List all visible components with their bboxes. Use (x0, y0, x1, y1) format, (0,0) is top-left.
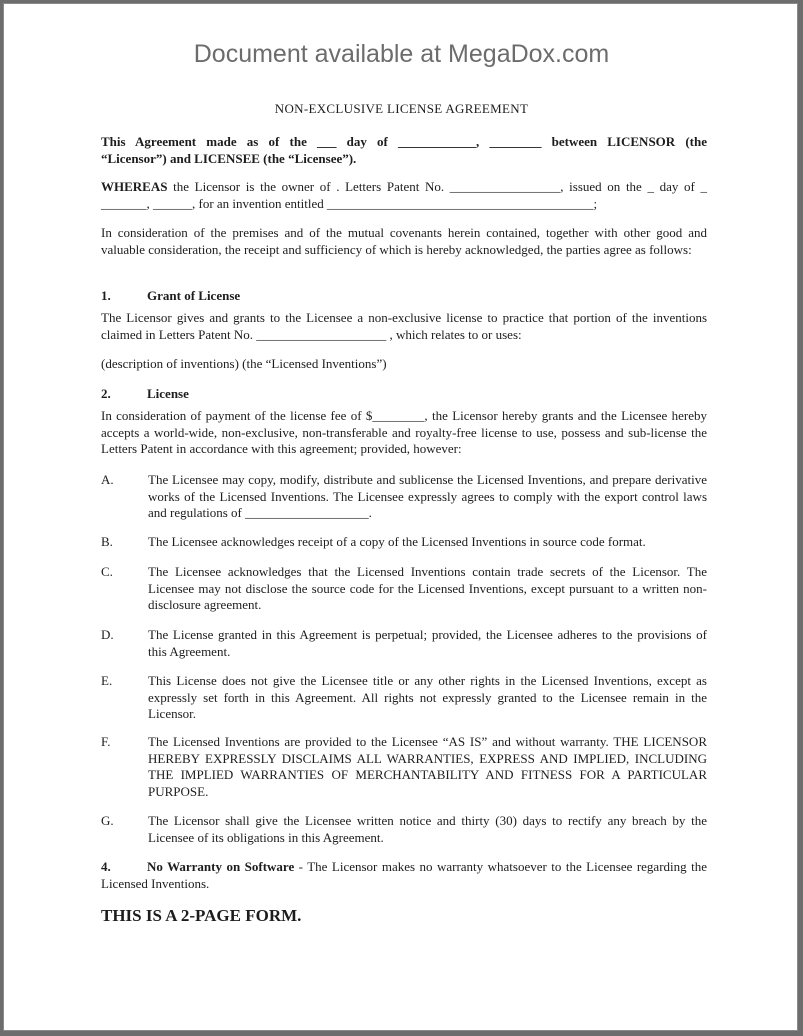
section-1-heading (101, 288, 240, 304)
intro-line-2: “Licensor”) and LICENSEE (the “Licensee”). (101, 150, 357, 166)
section-1-body: The Licensor gives and grants to the Licensee a non-exclusive license to practice that portion of the inventions claimed in Letters Patent No. ____________________ , which relates to or uses: (101, 310, 707, 342)
list-item (101, 627, 707, 660)
list-item (101, 813, 707, 846)
list-item (101, 673, 707, 723)
list-item (101, 734, 707, 800)
list-item-text: This License does not give the Licensee title or any other rights in the Licensed Inventions, except as expressly set forth in this Agreement. All rights not expressly granted to the Licensee remain in the Licensor. (148, 673, 707, 721)
whereas-line-2: _______, ______, for an invention entitled _________________________________________; (101, 195, 598, 211)
list-item-label: B. (101, 534, 113, 549)
section-2-title: License (147, 386, 189, 401)
list-item-text: The Licensee acknowledges that the Licensed Inventions contain trade secrets of the Licensor. The Licensee may not disclose the source code for the Licensed Inventions, except pursuant to a written non-disclosure agreement. (148, 564, 707, 612)
section-1-description: (description of inventions) (the “Licensed Inventions”) (101, 356, 387, 371)
list-item-label: C. (101, 564, 113, 579)
section-2-body: In consideration of payment of the license fee of $________, the Licensor hereby grants and the Licensee hereby accepts a world-wide, non-exclusive, non-transferable and royalty-free license to use, possess and sub-license the Letters Patent in accordance with this agreement; provided, however: (101, 408, 707, 456)
section-2-heading (101, 386, 189, 402)
list-item (101, 564, 707, 614)
whereas-paragraph (101, 179, 707, 212)
whereas-label: WHEREAS (101, 179, 168, 194)
list-item-label: F. (101, 734, 111, 749)
list-item-text: The Licensee acknowledges receipt of a copy of the Licensed Inventions in source code format. (148, 534, 646, 549)
section-4-title: No Warranty on Software (147, 859, 295, 874)
section-1-number: 1. (101, 288, 111, 303)
document-page (3, 3, 798, 1031)
consideration-paragraph: In consideration of the premises and of the mutual covenants herein contained, together with other good and valuable consideration, the receipt and sufficiency of which is hereby acknowledged, the parties agree as follows: (101, 225, 707, 257)
list-item-text: The Licensor shall give the Licensee written notice and thirty (30) days to rectify any breach by the Licensee of its obligations in this Agreement. (148, 813, 707, 845)
list-item (101, 472, 707, 522)
list-item (101, 534, 707, 551)
list-item-text: The License granted in this Agreement is perpetual; provided, the Licensee adheres to the provisions of this Agreement. (148, 627, 707, 659)
section-4-number: 4. (101, 859, 111, 874)
intro-paragraph (101, 134, 707, 167)
section-2-number: 2. (101, 386, 111, 401)
list-item-text: The Licensed Inventions are provided to the Licensee “AS IS” and without warranty. THE LICENSOR HEREBY EXPRESSLY DISCLAIMS ALL WARRANTIES, EXPRESS AND IMPLIED, INCLUDING THE IMPLIED WARRANTIES OF MERCHANTABILITY AND FITNESS FOR A PARTICULAR PURPOSE. (148, 734, 707, 799)
watermark-banner: Document available at MegaDox.com (193, 40, 610, 68)
intro-line-1: This Agreement made as of the ___ day of ____________, ________ between LICENSOR (the (101, 134, 707, 149)
list-item-label: D. (101, 627, 114, 642)
document-title: NON-EXCLUSIVE LICENSE AGREEMENT (274, 101, 529, 116)
section-4-body: - The Licensor makes no warranty whatsoever to the Licensee regarding the Licensed Inventions. (101, 859, 707, 891)
section-1-title: Grant of License (147, 288, 241, 303)
list-item-label: A. (101, 472, 114, 487)
section-4-paragraph (101, 859, 707, 892)
list-item-text: The Licensee may copy, modify, distribute and sublicense the Licensed Inventions, and prepare derivative works of the Licensed Inventions. The Licensee expressly agrees to comply with the export control laws and regulations of ___________________. (148, 472, 707, 520)
list-item-label: G. (101, 813, 114, 828)
page-count-notice: THIS IS A 2-PAGE FORM. (101, 906, 302, 925)
list-item-label: E. (101, 673, 113, 688)
whereas-line-1: the Licensor is the owner of . Letters Patent No. _________________, issued on the _ day of _ (167, 179, 707, 194)
